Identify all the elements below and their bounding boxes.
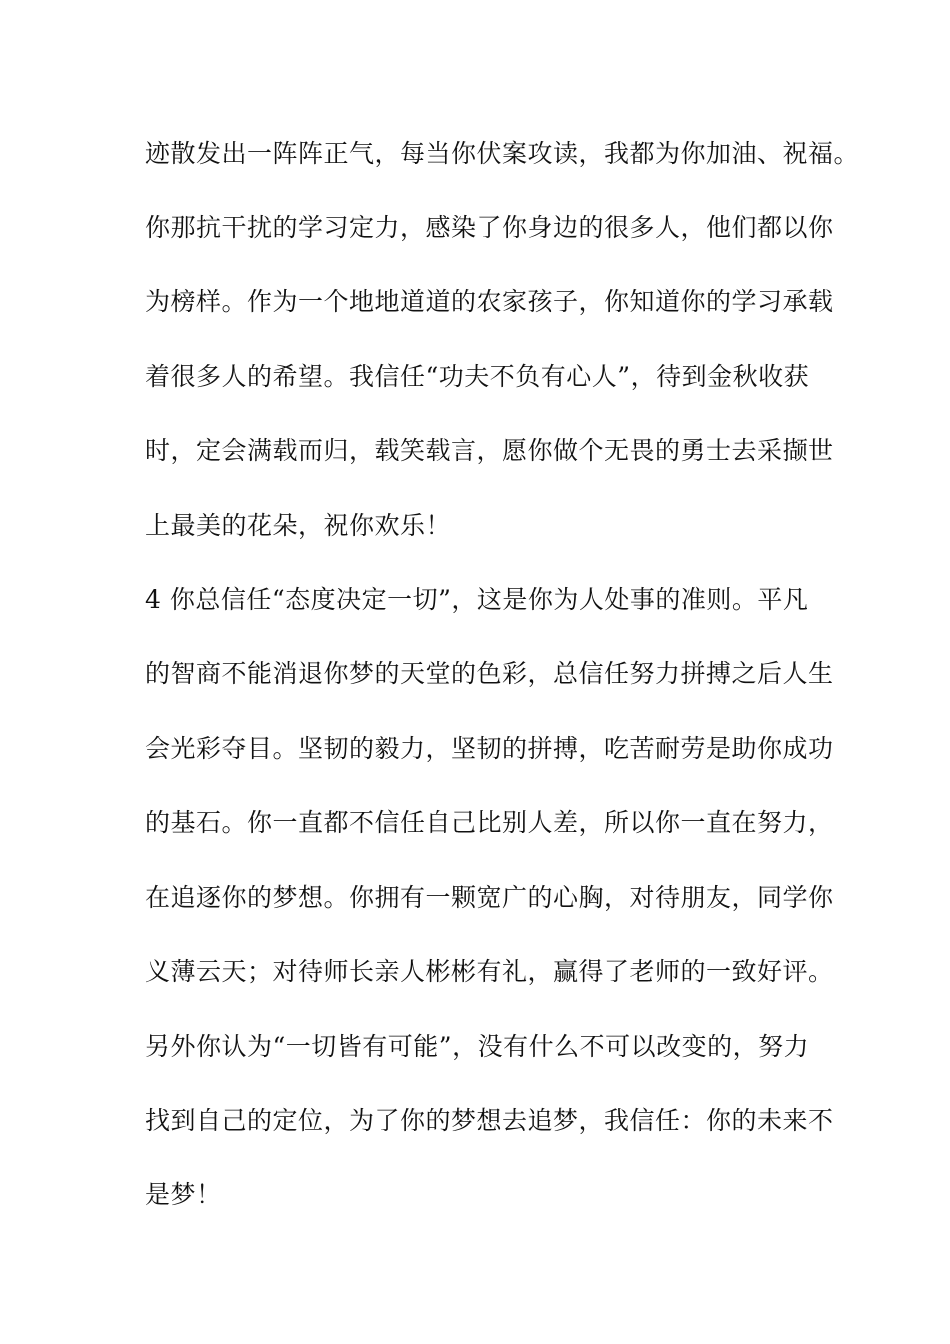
text-line: 4 你总信任“态度决定一切”，这是你为人处事的准则。平凡: [145, 585, 809, 614]
text-line: 时，定会满载而归，载笑载言，愿你做个无畏的勇士去采撷世: [145, 436, 834, 465]
text-line: 迹散发出一阵阵正气，每当你伏案攻读，我都为你加油、祝福。: [145, 139, 860, 168]
text-line: 你那抗干扰的学习定力，感染了你身边的很多人，他们都以你: [145, 213, 834, 242]
text-line: 着很多人的希望。我信任“功夫不负有心人”，待到金秋收获: [145, 362, 810, 391]
text-line: 是梦！: [145, 1180, 222, 1209]
text-line: 另外你认为“一切皆有可能”，没有什么不可以改变的，努力: [145, 1032, 810, 1061]
text-line: 的智商不能消退你梦的天堂的色彩，总信任努力拼搏之后人生: [145, 659, 834, 688]
text-line: 的基石。你一直都不信任自己比别人差，所以你一直在努力，: [145, 808, 834, 837]
text-line: 找到自己的定位，为了你的梦想去追梦，我信任：你的未来不: [145, 1106, 834, 1135]
text-line: 在追逐你的梦想。你拥有一颗宽广的心胸，对待朋友，同学你: [145, 883, 834, 912]
text-line: 为榜样。作为一个地地道道的农家孩子，你知道你的学习承载: [145, 287, 834, 316]
text-line: 上最美的花朵，祝你欢乐！: [145, 511, 452, 540]
text-line: 会光彩夺目。坚韧的毅力，坚韧的拼搏，吃苦耐劳是助你成功: [145, 734, 834, 763]
text-line: 义薄云天；对待师长亲人彬彬有礼，赢得了老师的一致好评。: [145, 957, 834, 986]
